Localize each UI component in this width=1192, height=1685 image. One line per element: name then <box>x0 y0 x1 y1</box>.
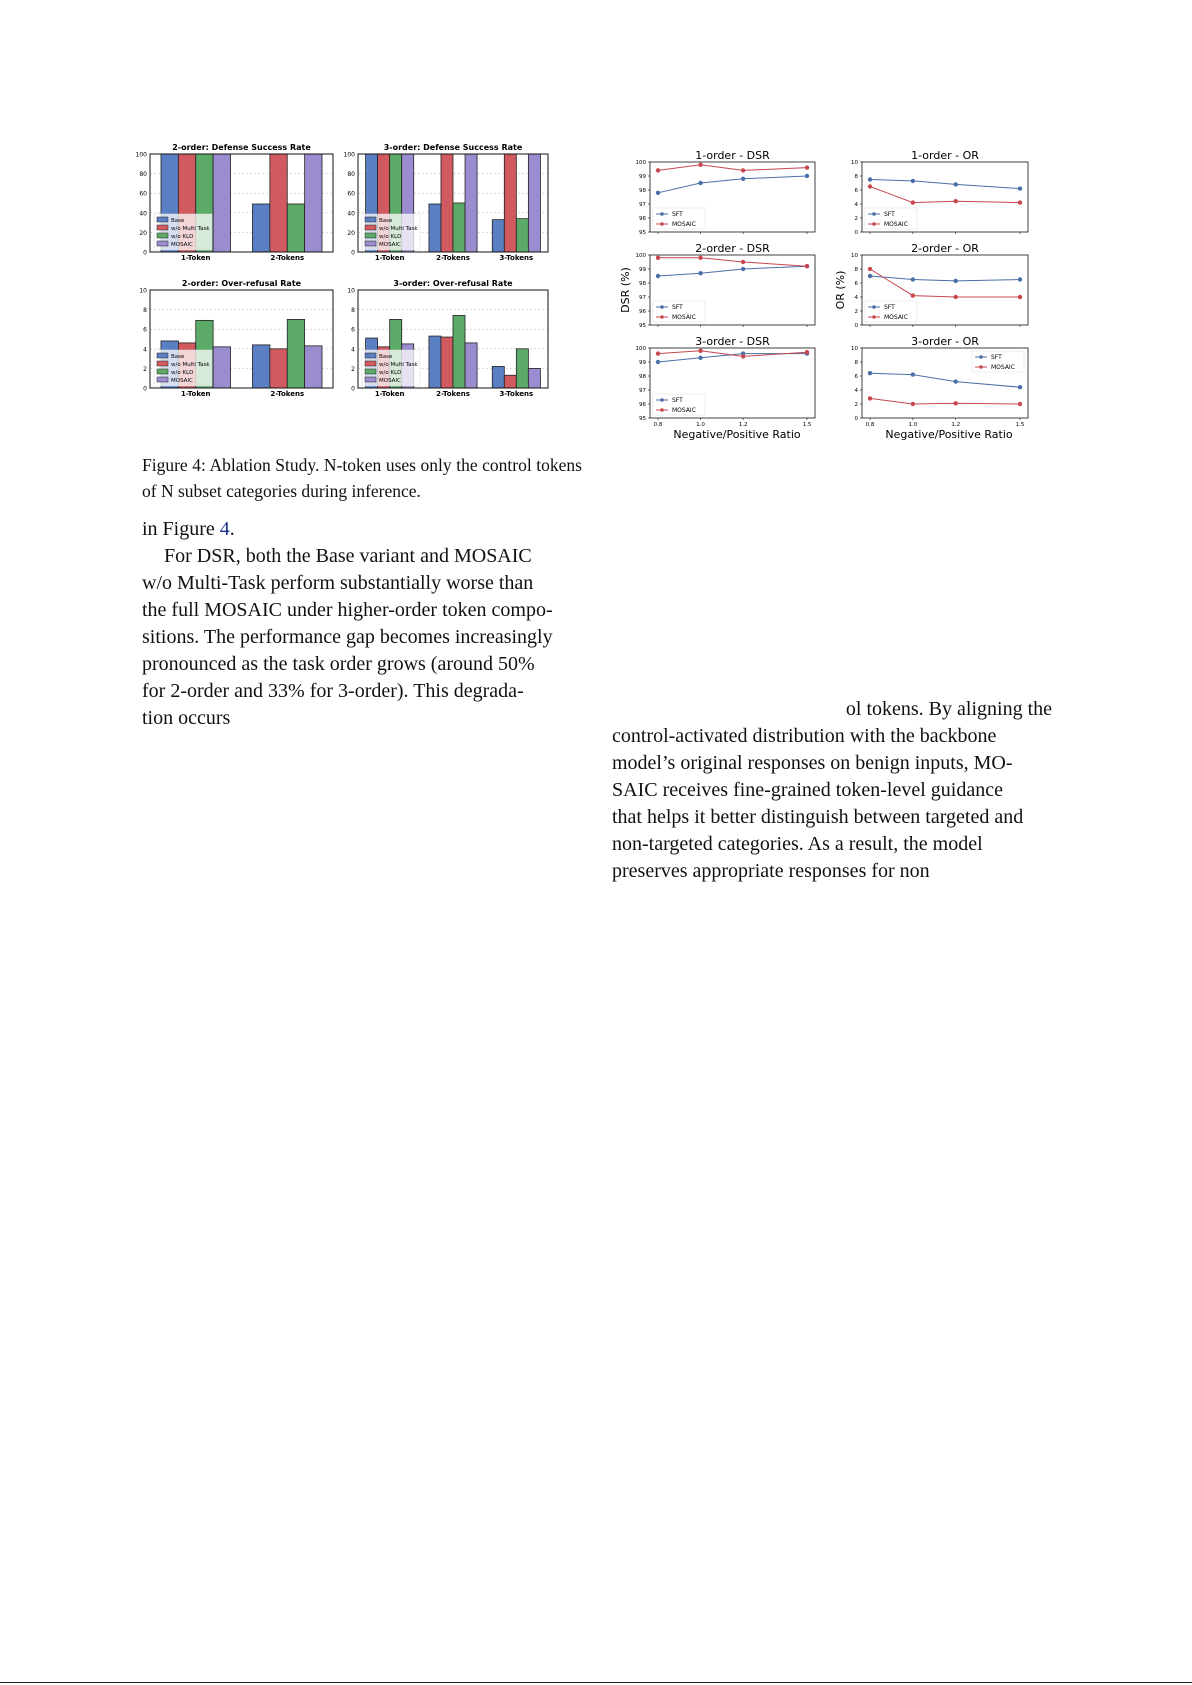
data-point <box>1018 402 1022 406</box>
figure-4-svg <box>130 140 590 440</box>
y-tick-label: 6 <box>143 326 147 334</box>
legend-label: Base <box>171 218 185 224</box>
data-point <box>656 168 660 172</box>
y-tick-label: 100 <box>135 151 147 159</box>
legend-label: w/o KLD <box>379 370 402 376</box>
legend-marker <box>660 222 664 226</box>
chart-title: 3-order: Defense Success Rate <box>383 143 523 152</box>
data-point <box>698 163 702 167</box>
y-tick-label: 98 <box>639 188 646 194</box>
x-tick-label: 1-Token <box>374 254 405 262</box>
y-tick-label: 4 <box>854 388 858 394</box>
bar <box>453 315 465 388</box>
data-point <box>911 200 915 204</box>
figure-4-link[interactable]: 4 <box>219 518 230 540</box>
bar-chart-panel <box>136 143 333 262</box>
paragraph-line: ol tokens. By aligning the <box>845 698 1052 720</box>
paragraph-line: for 2-order and 33% for 3-order). This degrada- <box>142 680 524 702</box>
series-line <box>870 269 1020 297</box>
y-tick-label: 0 <box>351 385 355 393</box>
y-axis-label: DSR (%) <box>619 267 632 313</box>
legend-label: Base <box>171 354 185 360</box>
legend-label: w/o KLD <box>379 234 402 240</box>
y-tick-label: 80 <box>347 171 355 179</box>
line-chart-panel <box>636 242 816 329</box>
left-column-text <box>142 516 582 732</box>
paragraph-line: SAIC receives fine-grained token-level guidance <box>612 779 1003 801</box>
data-point <box>1018 186 1022 190</box>
y-tick-label: 10 <box>851 346 858 352</box>
data-point <box>698 356 702 360</box>
data-point <box>805 350 809 354</box>
chart-title: 1-order - DSR <box>695 149 770 162</box>
paragraph-line: control-activated distribution with the backbone <box>612 725 997 747</box>
data-point <box>805 165 809 169</box>
legend-label: MOSAIC <box>379 378 401 384</box>
x-tick-label: 2-Tokens <box>436 254 470 262</box>
data-point <box>741 177 745 181</box>
x-tick-label: 1-Token <box>180 390 211 398</box>
text-span: . <box>229 518 235 540</box>
chart-title: 3-order: Over-refusal Rate <box>393 279 513 288</box>
data-point <box>741 267 745 271</box>
bar <box>305 346 322 388</box>
y-tick-label: 99 <box>639 267 646 273</box>
data-point <box>698 181 702 185</box>
legend-marker <box>660 408 664 412</box>
legend-label: SFT <box>672 397 683 404</box>
bar <box>516 219 528 252</box>
legend-marker <box>979 355 983 359</box>
series-line <box>870 276 1020 281</box>
chart-title: 2-order: Over-refusal Rate <box>181 279 302 288</box>
bar <box>465 343 477 388</box>
y-tick-label: 95 <box>639 416 646 422</box>
bar <box>441 337 453 388</box>
bar <box>305 154 322 252</box>
data-point <box>954 379 958 383</box>
paragraph-line: non-targeted categories. As a result, the model <box>612 833 983 855</box>
y-tick-label: 10 <box>347 287 355 295</box>
x-tick-label: 0.8 <box>865 422 875 428</box>
legend-label: MOSAIC <box>672 407 696 414</box>
legend-swatch <box>365 217 376 222</box>
chart-title: 2-order - DSR <box>695 242 770 255</box>
bar <box>287 204 304 252</box>
bar <box>287 319 304 388</box>
data-point <box>954 182 958 186</box>
legend-label: MOSAIC <box>884 314 908 321</box>
x-tick-label: 0.8 <box>653 422 663 428</box>
legend-label: MOSAIC <box>171 378 193 384</box>
data-point <box>911 179 915 183</box>
y-tick-label: 98 <box>639 281 646 287</box>
legend-label: MOSAIC <box>884 221 908 228</box>
y-tick-label: 4 <box>143 346 147 354</box>
y-tick-label: 6 <box>854 374 858 380</box>
bar-chart-panel <box>344 143 548 262</box>
bar <box>429 336 441 388</box>
y-tick-label: 6 <box>854 188 858 194</box>
data-point <box>911 402 915 406</box>
legend-label: MOSAIC <box>672 314 696 321</box>
bar-chart-panel <box>139 279 333 398</box>
x-axis-label: Negative/Positive Ratio <box>885 428 1013 440</box>
data-point <box>911 293 915 297</box>
y-tick-label: 100 <box>635 253 646 259</box>
y-tick-label: 0 <box>351 249 355 257</box>
legend-swatch <box>365 377 376 382</box>
paragraph-line: that helps it better distinguish between targeted and <box>612 806 1024 828</box>
data-point <box>698 271 702 275</box>
x-tick-label: 2-Tokens <box>270 390 305 398</box>
y-tick-label: 8 <box>143 307 147 315</box>
line-chart-panel <box>851 149 1028 236</box>
legend-marker <box>660 315 664 319</box>
bar <box>453 203 465 252</box>
y-tick-label: 99 <box>639 174 646 180</box>
line-chart-panel <box>636 335 816 428</box>
legend-label: MOSAIC <box>379 242 401 248</box>
figure-reference-line <box>142 516 582 543</box>
data-point <box>868 396 872 400</box>
y-tick-label: 0 <box>854 323 858 329</box>
legend-label: SFT <box>672 211 683 218</box>
legend-swatch <box>157 377 168 382</box>
line-chart-panel <box>636 149 816 236</box>
data-point <box>868 371 872 375</box>
legend-marker <box>979 365 983 369</box>
paragraph-line: pronounced as the task order grows (around 50% <box>142 653 535 675</box>
legend-marker <box>660 212 664 216</box>
y-tick-label: 4 <box>854 295 858 301</box>
legend-swatch <box>157 361 168 366</box>
x-tick-label: 1-Token <box>374 390 405 398</box>
chart-title: 1-order - OR <box>911 149 979 162</box>
y-tick-label: 96 <box>639 309 646 315</box>
legend-label: w/o Multi Task <box>379 226 418 232</box>
legend-label: SFT <box>884 211 895 218</box>
data-point <box>911 277 915 281</box>
x-tick-label: 2-Tokens <box>270 254 305 262</box>
data-point <box>741 168 745 172</box>
series-line <box>870 398 1020 404</box>
legend-swatch <box>365 233 376 238</box>
data-point <box>868 184 872 188</box>
data-point <box>954 401 958 405</box>
data-point <box>868 274 872 278</box>
paragraph-line: For DSR, both the Base variant and MOSAIC <box>164 545 532 567</box>
bar <box>528 368 540 388</box>
data-point <box>1018 385 1022 389</box>
data-point <box>911 372 915 376</box>
y-tick-label: 8 <box>854 360 858 366</box>
paragraph-line: sitions. The performance gap becomes increasingly <box>142 626 553 648</box>
data-point <box>656 191 660 195</box>
chart-title: 2-order - OR <box>911 242 979 255</box>
bar <box>528 154 540 252</box>
data-point <box>1018 277 1022 281</box>
y-tick-label: 98 <box>639 374 646 380</box>
paragraph-line: preserves appropriate responses for non <box>612 860 930 882</box>
y-tick-label: 96 <box>639 402 646 408</box>
bar <box>504 154 516 252</box>
figure-4-bar-charts <box>130 140 590 440</box>
paragraph-line: the full MOSAIC under higher-order token compo- <box>142 599 553 621</box>
legend-label: MOSAIC <box>672 221 696 228</box>
chart-title: 3-order - OR <box>911 335 979 348</box>
y-tick-label: 40 <box>347 210 355 218</box>
y-tick-label: 6 <box>351 326 355 334</box>
x-tick-label: 1.5 <box>802 422 812 428</box>
legend-label: w/o Multi Task <box>379 362 418 368</box>
data-point <box>741 260 745 264</box>
bar <box>252 204 269 252</box>
legend-marker <box>660 305 664 309</box>
y-tick-label: 2 <box>854 402 858 408</box>
paragraph-line: w/o Multi-Task perform substantially worse than <box>142 572 534 594</box>
bar <box>465 154 477 252</box>
data-point <box>1018 295 1022 299</box>
y-tick-label: 100 <box>635 160 646 166</box>
chart-title: 2-order: Defense Success Rate <box>172 143 311 152</box>
legend-label: SFT <box>884 304 895 311</box>
line-chart-panel <box>851 335 1028 428</box>
bar <box>441 154 453 252</box>
y-tick-label: 8 <box>351 307 355 315</box>
y-tick-label: 10 <box>851 160 858 166</box>
line-chart-panel <box>851 242 1028 329</box>
y-tick-label: 0 <box>143 249 147 257</box>
series-line <box>658 351 807 357</box>
figure-5-svg <box>612 140 1062 440</box>
y-tick-label: 0 <box>143 385 147 393</box>
data-point <box>805 264 809 268</box>
bar <box>492 366 504 388</box>
data-point <box>741 354 745 358</box>
y-tick-label: 20 <box>347 229 355 237</box>
y-tick-label: 20 <box>139 229 147 237</box>
bar <box>516 349 528 388</box>
y-tick-label: 2 <box>351 365 355 373</box>
legend-swatch <box>157 241 168 246</box>
series-line <box>870 180 1020 189</box>
chart-title: 3-order - DSR <box>695 335 770 348</box>
legend-swatch <box>365 353 376 358</box>
legend-swatch <box>157 369 168 374</box>
legend-label: w/o KLD <box>171 370 194 376</box>
y-tick-label: 100 <box>343 151 355 159</box>
x-tick-label: 1.0 <box>908 422 918 428</box>
legend-swatch <box>157 233 168 238</box>
legend-label: SFT <box>991 354 1002 361</box>
data-point <box>656 256 660 260</box>
y-tick-label: 60 <box>347 190 355 198</box>
y-tick-label: 8 <box>854 267 858 273</box>
paragraph-line: model’s original responses on benign inputs, MO- <box>612 752 1013 774</box>
page-bottom-rule <box>0 1682 1192 1683</box>
y-tick-label: 8 <box>854 174 858 180</box>
x-tick-label: 3-Tokens <box>499 254 534 262</box>
y-tick-label: 2 <box>143 365 147 373</box>
x-tick-label: 1-Token <box>180 254 211 262</box>
y-tick-label: 96 <box>639 216 646 222</box>
figure-4-caption: Figure 4: Ablation Study. N-token uses only the control tokens of N subset categories during inference. <box>142 455 582 501</box>
y-tick-label: 10 <box>851 253 858 259</box>
bar-chart-panel <box>347 279 548 398</box>
legend-label: Base <box>379 354 393 360</box>
y-tick-label: 10 <box>139 287 147 295</box>
y-tick-label: 2 <box>854 216 858 222</box>
legend-swatch <box>157 225 168 230</box>
y-tick-label: 6 <box>854 281 858 287</box>
y-tick-label: 97 <box>639 388 646 394</box>
series-line <box>658 266 807 276</box>
series-line <box>658 165 807 171</box>
series-line <box>870 187 1020 203</box>
y-tick-label: 2 <box>854 309 858 315</box>
text-span: in Figure <box>142 518 220 540</box>
data-point <box>868 267 872 271</box>
data-point <box>954 199 958 203</box>
x-tick-label: 2-Tokens <box>436 390 470 398</box>
series-line <box>658 176 807 193</box>
legend-marker <box>872 305 876 309</box>
series-line <box>870 373 1020 387</box>
legend-marker <box>660 398 664 402</box>
data-point <box>805 174 809 178</box>
bar <box>213 154 230 252</box>
y-tick-label: 99 <box>639 360 646 366</box>
bar <box>213 347 230 388</box>
bar <box>492 220 504 252</box>
data-point <box>656 360 660 364</box>
y-tick-label: 100 <box>635 346 646 352</box>
x-tick-label: 1.2 <box>951 422 961 428</box>
legend-label: Base <box>379 218 393 224</box>
legend-label: SFT <box>672 304 683 311</box>
legend-marker <box>872 222 876 226</box>
legend-marker <box>872 212 876 216</box>
x-tick-label: 3-Tokens <box>499 390 534 398</box>
y-tick-label: 97 <box>639 295 646 301</box>
bar <box>504 375 516 388</box>
x-tick-label: 1.2 <box>738 422 748 428</box>
legend-swatch <box>157 353 168 358</box>
legend-swatch <box>365 369 376 374</box>
legend-marker <box>872 315 876 319</box>
series-line <box>658 258 807 266</box>
y-tick-label: 80 <box>139 171 147 179</box>
y-axis-label: OR (%) <box>834 270 847 310</box>
data-point <box>954 295 958 299</box>
legend-swatch <box>157 217 168 222</box>
y-tick-label: 4 <box>854 202 858 208</box>
y-tick-label: 60 <box>139 190 147 198</box>
x-tick-label: 1.5 <box>1015 422 1025 428</box>
data-point <box>656 351 660 355</box>
y-tick-label: 40 <box>139 210 147 218</box>
bar <box>270 349 287 388</box>
paragraph-line: tion occurs <box>142 707 231 729</box>
x-tick-label: 1.0 <box>696 422 705 428</box>
bar <box>270 154 287 252</box>
legend-label: MOSAIC <box>991 364 1015 371</box>
bar <box>429 204 441 252</box>
y-tick-label: 4 <box>351 346 355 354</box>
y-tick-label: 95 <box>639 230 646 236</box>
figure-5-line-charts <box>612 140 1062 440</box>
y-tick-label: 0 <box>854 230 858 236</box>
legend-swatch <box>365 241 376 246</box>
legend-swatch <box>365 225 376 230</box>
right-column-text <box>612 696 1052 885</box>
y-tick-label: 0 <box>854 416 858 422</box>
y-tick-label: 97 <box>639 202 646 208</box>
legend-label: w/o Multi Task <box>171 226 210 232</box>
x-axis-label: Negative/Positive Ratio <box>673 428 801 440</box>
data-point <box>954 279 958 283</box>
legend-swatch <box>365 361 376 366</box>
data-point <box>656 274 660 278</box>
data-point <box>868 177 872 181</box>
legend-label: MOSAIC <box>171 242 193 248</box>
legend-label: w/o Multi Task <box>171 362 210 368</box>
data-point <box>698 256 702 260</box>
data-point <box>698 349 702 353</box>
y-tick-label: 95 <box>639 323 646 329</box>
bar <box>252 345 269 388</box>
legend-label: w/o KLD <box>171 234 194 240</box>
data-point <box>1018 200 1022 204</box>
